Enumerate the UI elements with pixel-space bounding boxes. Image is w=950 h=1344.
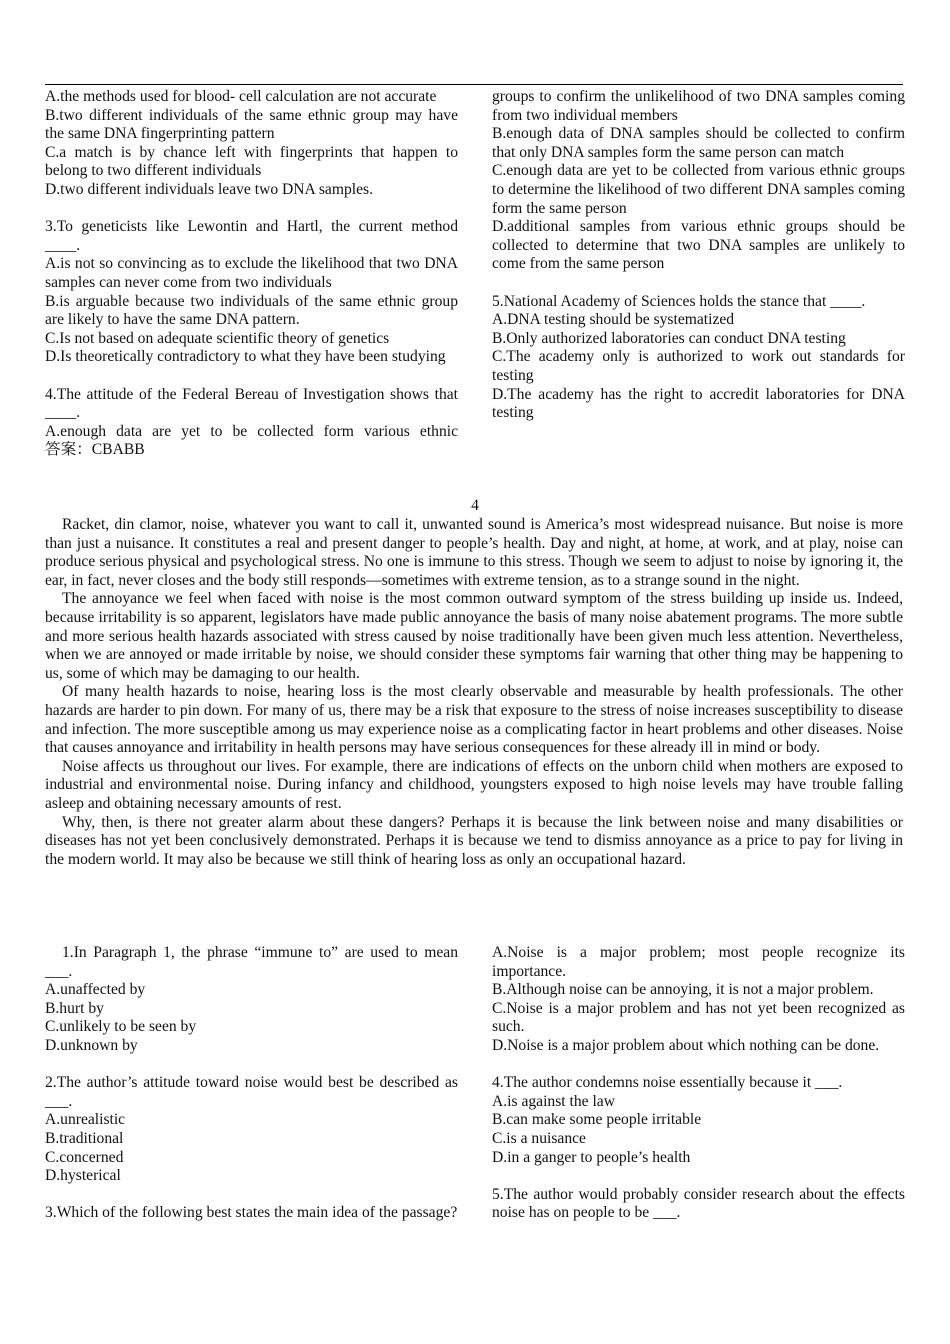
option: D.hysterical [45, 1167, 121, 1185]
option: D.additional samples from various ethnic groups should be collected to determine that two DNA samples are unlikely to come from the same person [492, 218, 905, 273]
option: D.in a ganger to people’s health [492, 1148, 691, 1166]
option: B.two different individuals of the same ethnic group may have the same DNA fingerprinting pattern [45, 106, 458, 143]
option: A.unrealistic [45, 1111, 126, 1129]
option: C.unlikely to be seen by [45, 1018, 197, 1036]
option: D.unknown by [45, 1036, 138, 1054]
reading-passage [45, 516, 903, 869]
question: 4.The attitude of the Federal Bereau of Investigation shows that ____. [45, 385, 458, 422]
bottom-right-column [492, 944, 905, 1223]
option: A.is not so convincing as to exclude the likelihood that two DNA samples can never come from two individuals [45, 255, 458, 291]
question: 1.In Paragraph 1, the phrase “immune to” are used to mean ___. [45, 944, 458, 980]
paragraph: Racket, din clamor, noise, whatever you want to call it, unwanted sound is America’s most widespread nuisance. But noise is more than just a nuisance. It constitutes a real and present danger to people’s health. Day and night, at home, at work, and at play, noise can produce serious physical and psychological stress. No one is immune to this stress. Though we seem to adjust to noise by ignoring it, the ear, in fact, never closes and the body still responds—sometimes with extreme tension, as to a strange sound in the night. [45, 516, 903, 589]
option: B.Although noise can be annoying, it is not a major problem. [492, 981, 874, 999]
question: 2.The author’s attitude toward noise would best be described as ___. [45, 1074, 458, 1110]
option: B.traditional [45, 1129, 124, 1147]
question: 3.To geneticists like Lewontin and Hartl, the current method ____. [45, 218, 458, 254]
top-left-column [45, 88, 458, 460]
option: C.a match is by chance left with fingerprints that happen to belong to two different individuals [45, 143, 458, 180]
header-rule [45, 84, 903, 85]
option: C.The academy only is authorized to work out standards for testing [492, 348, 905, 384]
option: A.enough data are yet to be collected form various ethnic [45, 422, 458, 440]
option: B.hurt by [45, 999, 104, 1017]
page-number: 4 [471, 497, 479, 514]
option: D.The academy has the right to accredit laboratories for DNA testing [492, 385, 905, 422]
option: A.is against the law [492, 1092, 615, 1110]
option: A.Noise is a major problem; most people recognize its importance. [492, 944, 905, 980]
top-right-column [492, 88, 905, 423]
option: B.is arguable because two individuals of the same ethnic group are likely to have the same DNA pattern. [45, 292, 458, 329]
paragraph: The annoyance we feel when faced with noise is the most common outward symptom of the stress building up inside us. Indeed, because irritability is so apparent, legislators have made public annoyance the basis of many noise abatement programs. The more subtle and more serious health hazards associated with stress caused by noise traditionally have been given much less attention. Nevertheless, when we are annoyed or made irritable by noise, we should consider these symptoms fair warning that other thing may be happening to us, some of which may be damaging to our health. [45, 590, 903, 682]
option: C.enough data are yet to be collected from various ethnic groups to determine the likelihood of two different DNA samples coming form the same person [492, 162, 905, 217]
option: C.is a nuisance [492, 1129, 586, 1147]
option: D.two different individuals leave two DNA samples. [45, 180, 373, 198]
option: A.the methods used for blood- cell calculation are not accurate [45, 88, 437, 105]
option: B.enough data of DNA samples should be collected to confirm that only DNA samples form the same person can match [492, 125, 905, 161]
option: A.unaffected by [45, 981, 146, 999]
question: 5.National Academy of Sciences holds the stance that ____. [492, 292, 866, 310]
bottom-left-column [45, 944, 458, 1223]
option: C.Noise is a major problem and has not yet been recognized as such. [492, 999, 905, 1036]
option: D.Noise is a major problem about which nothing can be done. [492, 1036, 880, 1054]
option: groups to confirm the unlikelihood of two DNA samples coming from two individual members [492, 88, 905, 124]
paragraph: Noise affects us throughout our lives. For example, there are indications of effects on the unborn child when mothers are exposed to industrial and environmental noise. During infancy and childhood, youngsters exposed to high noise levels may have trouble falling asleep and obtaining necessary amounts of rest. [45, 757, 903, 812]
paragraph: Why, then, is there not greater alarm about these dangers? Perhaps it is because the link between noise and many disabilities or diseases has not yet been conclusively demonstrated. Perhaps it is because we tend to dismiss annoyance as a price to pay for living in the modern world. It may also be because we still think of hearing loss as only an occupational hazard. [45, 813, 903, 868]
answer-key: 答案：CBABB [45, 441, 145, 459]
question: 4.The author condemns noise essentially because it ___. [492, 1074, 843, 1092]
paragraph: Of many health hazards to noise, hearing loss is the most clearly observable and measurable by health professionals. The other hazards are harder to pin down. For many of us, there may be a risk that exposure to the stress of noise increases susceptibility to disease and infection. The more susceptible among us may experience noise as a complicating factor in heart problems and other diseases. Noise that causes annoyance and irritability in health persons may have serious consequences for these already ill in mind or body. [45, 683, 903, 757]
option: D.Is theoretically contradictory to what they have been studying [45, 348, 446, 366]
question: 5.The author would probably consider research about the effects noise has on people to be ___. [492, 1185, 905, 1222]
option: C.Is not based on adequate scientific theory of genetics [45, 329, 390, 347]
option: B.Only authorized laboratories can conduct DNA testing [492, 329, 846, 347]
option: A.DNA testing should be systematized [492, 311, 735, 329]
option: C.concerned [45, 1148, 124, 1166]
question: 3.Which of the following best states the main idea of the passage? [45, 1204, 458, 1222]
option: B.can make some people irritable [492, 1111, 702, 1129]
